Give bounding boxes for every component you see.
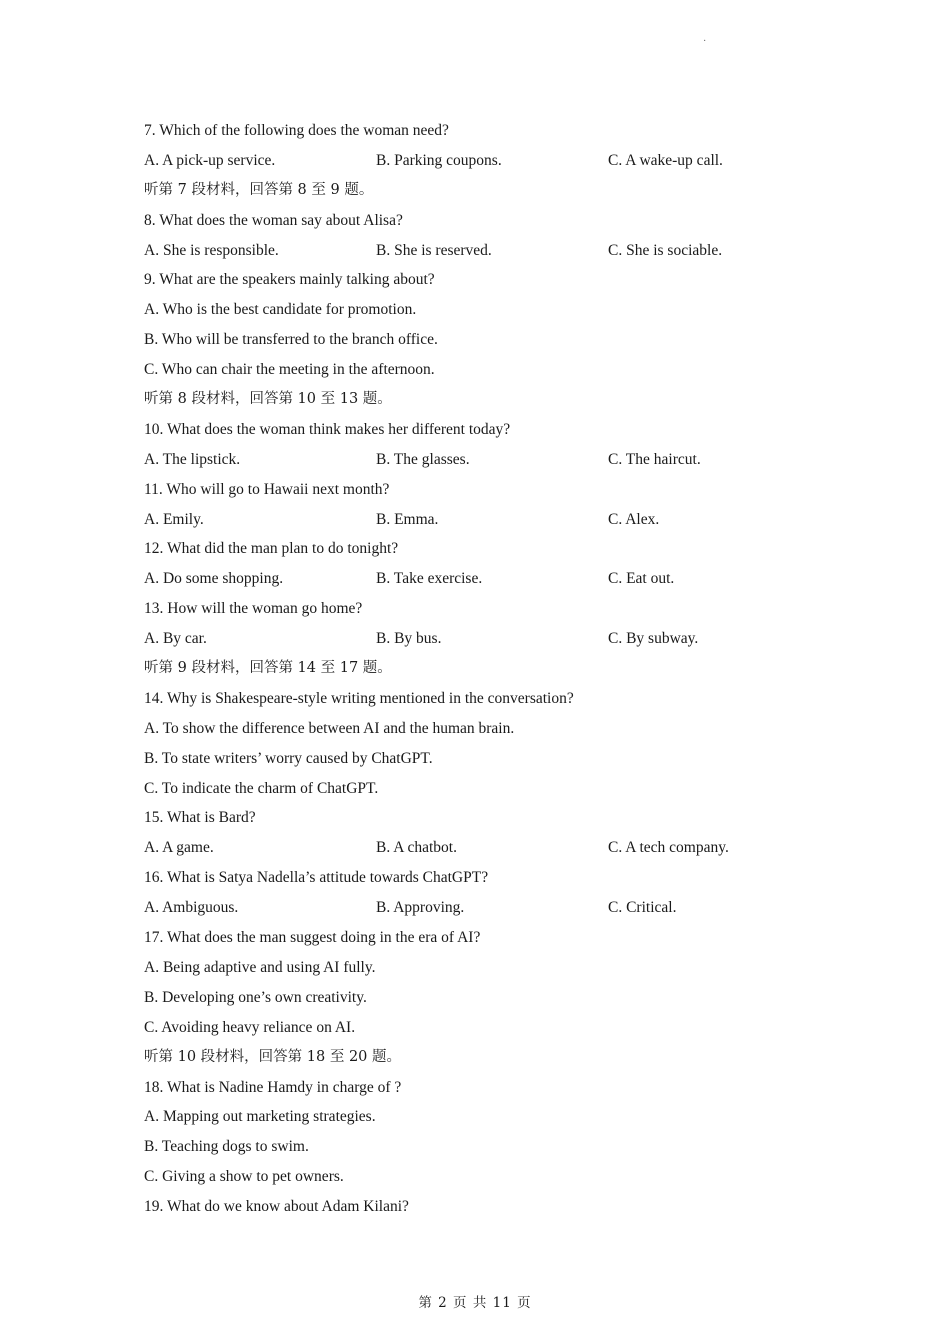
question: 9. What are the speakers mainly talking about? xyxy=(144,271,435,289)
option-line: C. Giving a show to pet owners. xyxy=(144,1168,344,1186)
option-a: A. Ambiguous. xyxy=(144,899,239,917)
question: 10. What does the woman think makes her different today? xyxy=(144,420,511,438)
section-instruction: 听第 7 段材料，回答第 8 至 9 题。 xyxy=(144,181,374,198)
option-a: A. Do some shopping. xyxy=(144,570,284,588)
option-c: C. She is sociable. xyxy=(608,241,723,259)
option-row xyxy=(144,624,804,654)
option-line: C. Avoiding heavy reliance on AI. xyxy=(144,1018,356,1036)
option-b: B. Emma. xyxy=(376,510,439,528)
option-b: B. Take exercise. xyxy=(376,570,483,588)
option-row xyxy=(144,505,804,535)
option-b: B. The glasses. xyxy=(376,450,470,468)
question: 13. How will the woman go home? xyxy=(144,600,363,618)
option-c: C. By subway. xyxy=(608,630,699,648)
option-line: A. Being adaptive and using AI fully. xyxy=(144,958,376,976)
option-row xyxy=(144,833,804,863)
option-row xyxy=(144,236,804,266)
option-c: C. A tech company. xyxy=(608,839,729,857)
option-c: C. Alex. xyxy=(608,510,660,528)
question: 8. What does the woman say about Alisa? xyxy=(144,211,403,229)
exam-content xyxy=(144,116,804,1222)
option-row xyxy=(144,893,804,923)
page-footer: 第 2 页 共 11 页 xyxy=(418,1295,532,1311)
section-instruction: 听第 9 段材料，回答第 14 至 17 题。 xyxy=(144,660,392,677)
option-c: C. A wake-up call. xyxy=(608,151,723,169)
option-c: C. The haircut. xyxy=(608,450,701,468)
option-line: C. To indicate the charm of ChatGPT. xyxy=(144,779,379,797)
option-b: B. Parking coupons. xyxy=(376,151,502,169)
question: 14. Why is Shakespeare-style writing mentioned in the conversation? xyxy=(144,689,574,707)
question: 19. What do we know about Adam Kilani? xyxy=(144,1198,409,1216)
option-line: B. Developing one’s own creativity. xyxy=(144,988,367,1006)
option-b: B. Approving. xyxy=(376,899,465,917)
section-instruction: 听第 10 段材料，回答第 18 至 20 题。 xyxy=(144,1048,402,1065)
question: 12. What did the man plan to do tonight? xyxy=(144,540,399,558)
option-line: A. Who is the best candidate for promotion. xyxy=(144,301,417,319)
question: 17. What does the man suggest doing in the era of AI? xyxy=(144,929,481,947)
option-c: C. Critical. xyxy=(608,899,677,917)
option-b: B. By bus. xyxy=(376,630,442,648)
question: 16. What is Satya Nadella’s attitude towards ChatGPT? xyxy=(144,869,489,887)
option-b: B. She is reserved. xyxy=(376,241,492,259)
option-row xyxy=(144,564,804,594)
option-line: A. Mapping out marketing strategies. xyxy=(144,1108,376,1126)
option-a: A. By car. xyxy=(144,630,207,648)
option-line: B. To state writers’ worry caused by ChatGPT. xyxy=(144,749,433,767)
option-a: A. The lipstick. xyxy=(144,450,241,468)
option-a: A. A game. xyxy=(144,839,214,857)
option-b: B. A chatbot. xyxy=(376,839,457,857)
option-line: B. Teaching dogs to swim. xyxy=(144,1138,309,1156)
header-mark: · xyxy=(703,36,707,47)
option-a: A. She is responsible. xyxy=(144,241,279,259)
section-instruction: 听第 8 段材料，回答第 10 至 13 题。 xyxy=(144,391,392,408)
option-row xyxy=(144,146,804,176)
option-c: C. Eat out. xyxy=(608,570,675,588)
question: 11. Who will go to Hawaii next month? xyxy=(144,480,390,498)
option-row xyxy=(144,445,804,475)
question: 15. What is Bard? xyxy=(144,809,256,827)
option-line: A. To show the difference between AI and the human brain. xyxy=(144,719,515,737)
option-line: C. Who can chair the meeting in the afternoon. xyxy=(144,361,435,379)
option-line: B. Who will be transferred to the branch office. xyxy=(144,331,438,349)
option-a: A. Emily. xyxy=(144,510,204,528)
question: 7. Which of the following does the woman need? xyxy=(144,122,449,139)
option-a: A. A pick-up service. xyxy=(144,151,276,169)
question: 18. What is Nadine Hamdy in charge of ? xyxy=(144,1078,402,1096)
